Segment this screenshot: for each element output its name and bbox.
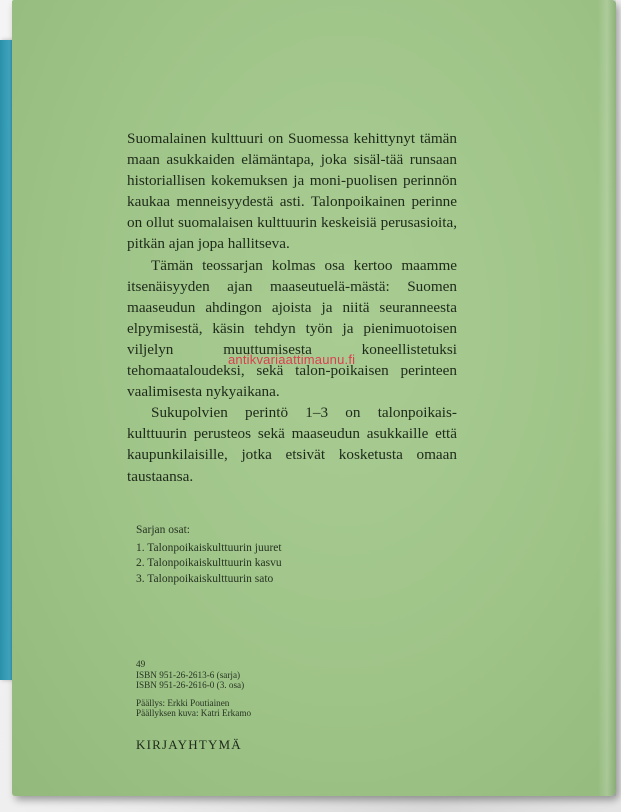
series-heading: Sarjan osat: xyxy=(136,524,190,536)
blurb-line: Suomalainen kulttuuri on Suomessa kehittynyt xyxy=(127,130,416,147)
blurb-line: kulttuurin perusteos sekä maaseudun xyxy=(127,425,360,443)
isbn-volume: ISBN 951-26-2616-0 (3. osa) xyxy=(136,680,245,690)
blurb-paragraph-2 xyxy=(127,255,457,403)
blurb-line: mästä: Suomen maaseudun ahdingon ajoista ja xyxy=(127,277,457,316)
blurb-paragraph-3 xyxy=(127,402,457,486)
blurb-line: Tämän teossarjan kolmas osa kertoo xyxy=(151,256,393,274)
cover-edge-shading xyxy=(598,0,616,796)
blurb-line: niitä seuranneesta elpymisestä, käsin tehdyn xyxy=(127,298,458,337)
publisher-name: KIRJAYHTYMÄ xyxy=(136,737,242,752)
series-item: 1. Talonpoikaiskulttuurin juuret xyxy=(136,541,282,554)
metadata-spacer xyxy=(136,691,251,698)
publication-metadata xyxy=(136,659,251,719)
blurb-line: koneellistetuksi tehomaataloudeksi, sekä talon- xyxy=(127,340,457,380)
blurb-line: tää runsaan historiallisen kokemuksen ja moni- xyxy=(127,151,458,190)
red-watermark-text: antikvariaattimaunu.fi xyxy=(228,352,356,367)
blurb-line: tämän maan asukkaiden elämäntapa, joka sisäl- xyxy=(127,130,457,169)
series-item: 2. Talonpoikaiskulttuurin kasvu xyxy=(136,557,282,569)
cover-image-credit: Päällyksen kuva: Katri Erkamo xyxy=(136,708,252,718)
back-cover-blurb xyxy=(127,128,457,487)
blurb-line: Talonpoikainen perinne on ollut suomalaisen xyxy=(127,193,457,232)
blurb-paragraph-1 xyxy=(127,128,457,255)
catalog-number: 49 xyxy=(136,659,146,669)
blurb-line: poikaisen perinteen vaalimisesta nykyaikana. xyxy=(127,362,457,401)
blurb-line: maamme itsenäisyyden ajan maaseutuelä- xyxy=(127,256,458,295)
blurb-line: Sukupolvien perintö 1–3 on talonpoikais- xyxy=(151,404,457,422)
series-volumes-list xyxy=(136,523,282,587)
cover-designer-credit: Päällys: Erkki Poutiainen xyxy=(136,697,230,708)
blurb-line: kulttuurin keskeisiä perusasioita, pitkän ajan xyxy=(127,214,457,253)
blurb-line: puolisen perinnön kaukaa menneisyydestä asti. xyxy=(127,172,458,211)
blurb-line: työn ja pienimuotoisen viljelyn muuttumisesta xyxy=(127,319,458,358)
blurb-line: jopa hallitseva. xyxy=(197,235,290,253)
series-item: 3. Talonpoikaiskulttuurin sato xyxy=(136,572,274,585)
blurb-line: kosketusta omaan taustaansa. xyxy=(127,446,457,485)
blurb-line: asukkaille että kaupunkilaisille, jotka etsivät xyxy=(127,425,458,464)
isbn-series: ISBN 951-26-2613-6 (sarja) xyxy=(136,669,241,680)
